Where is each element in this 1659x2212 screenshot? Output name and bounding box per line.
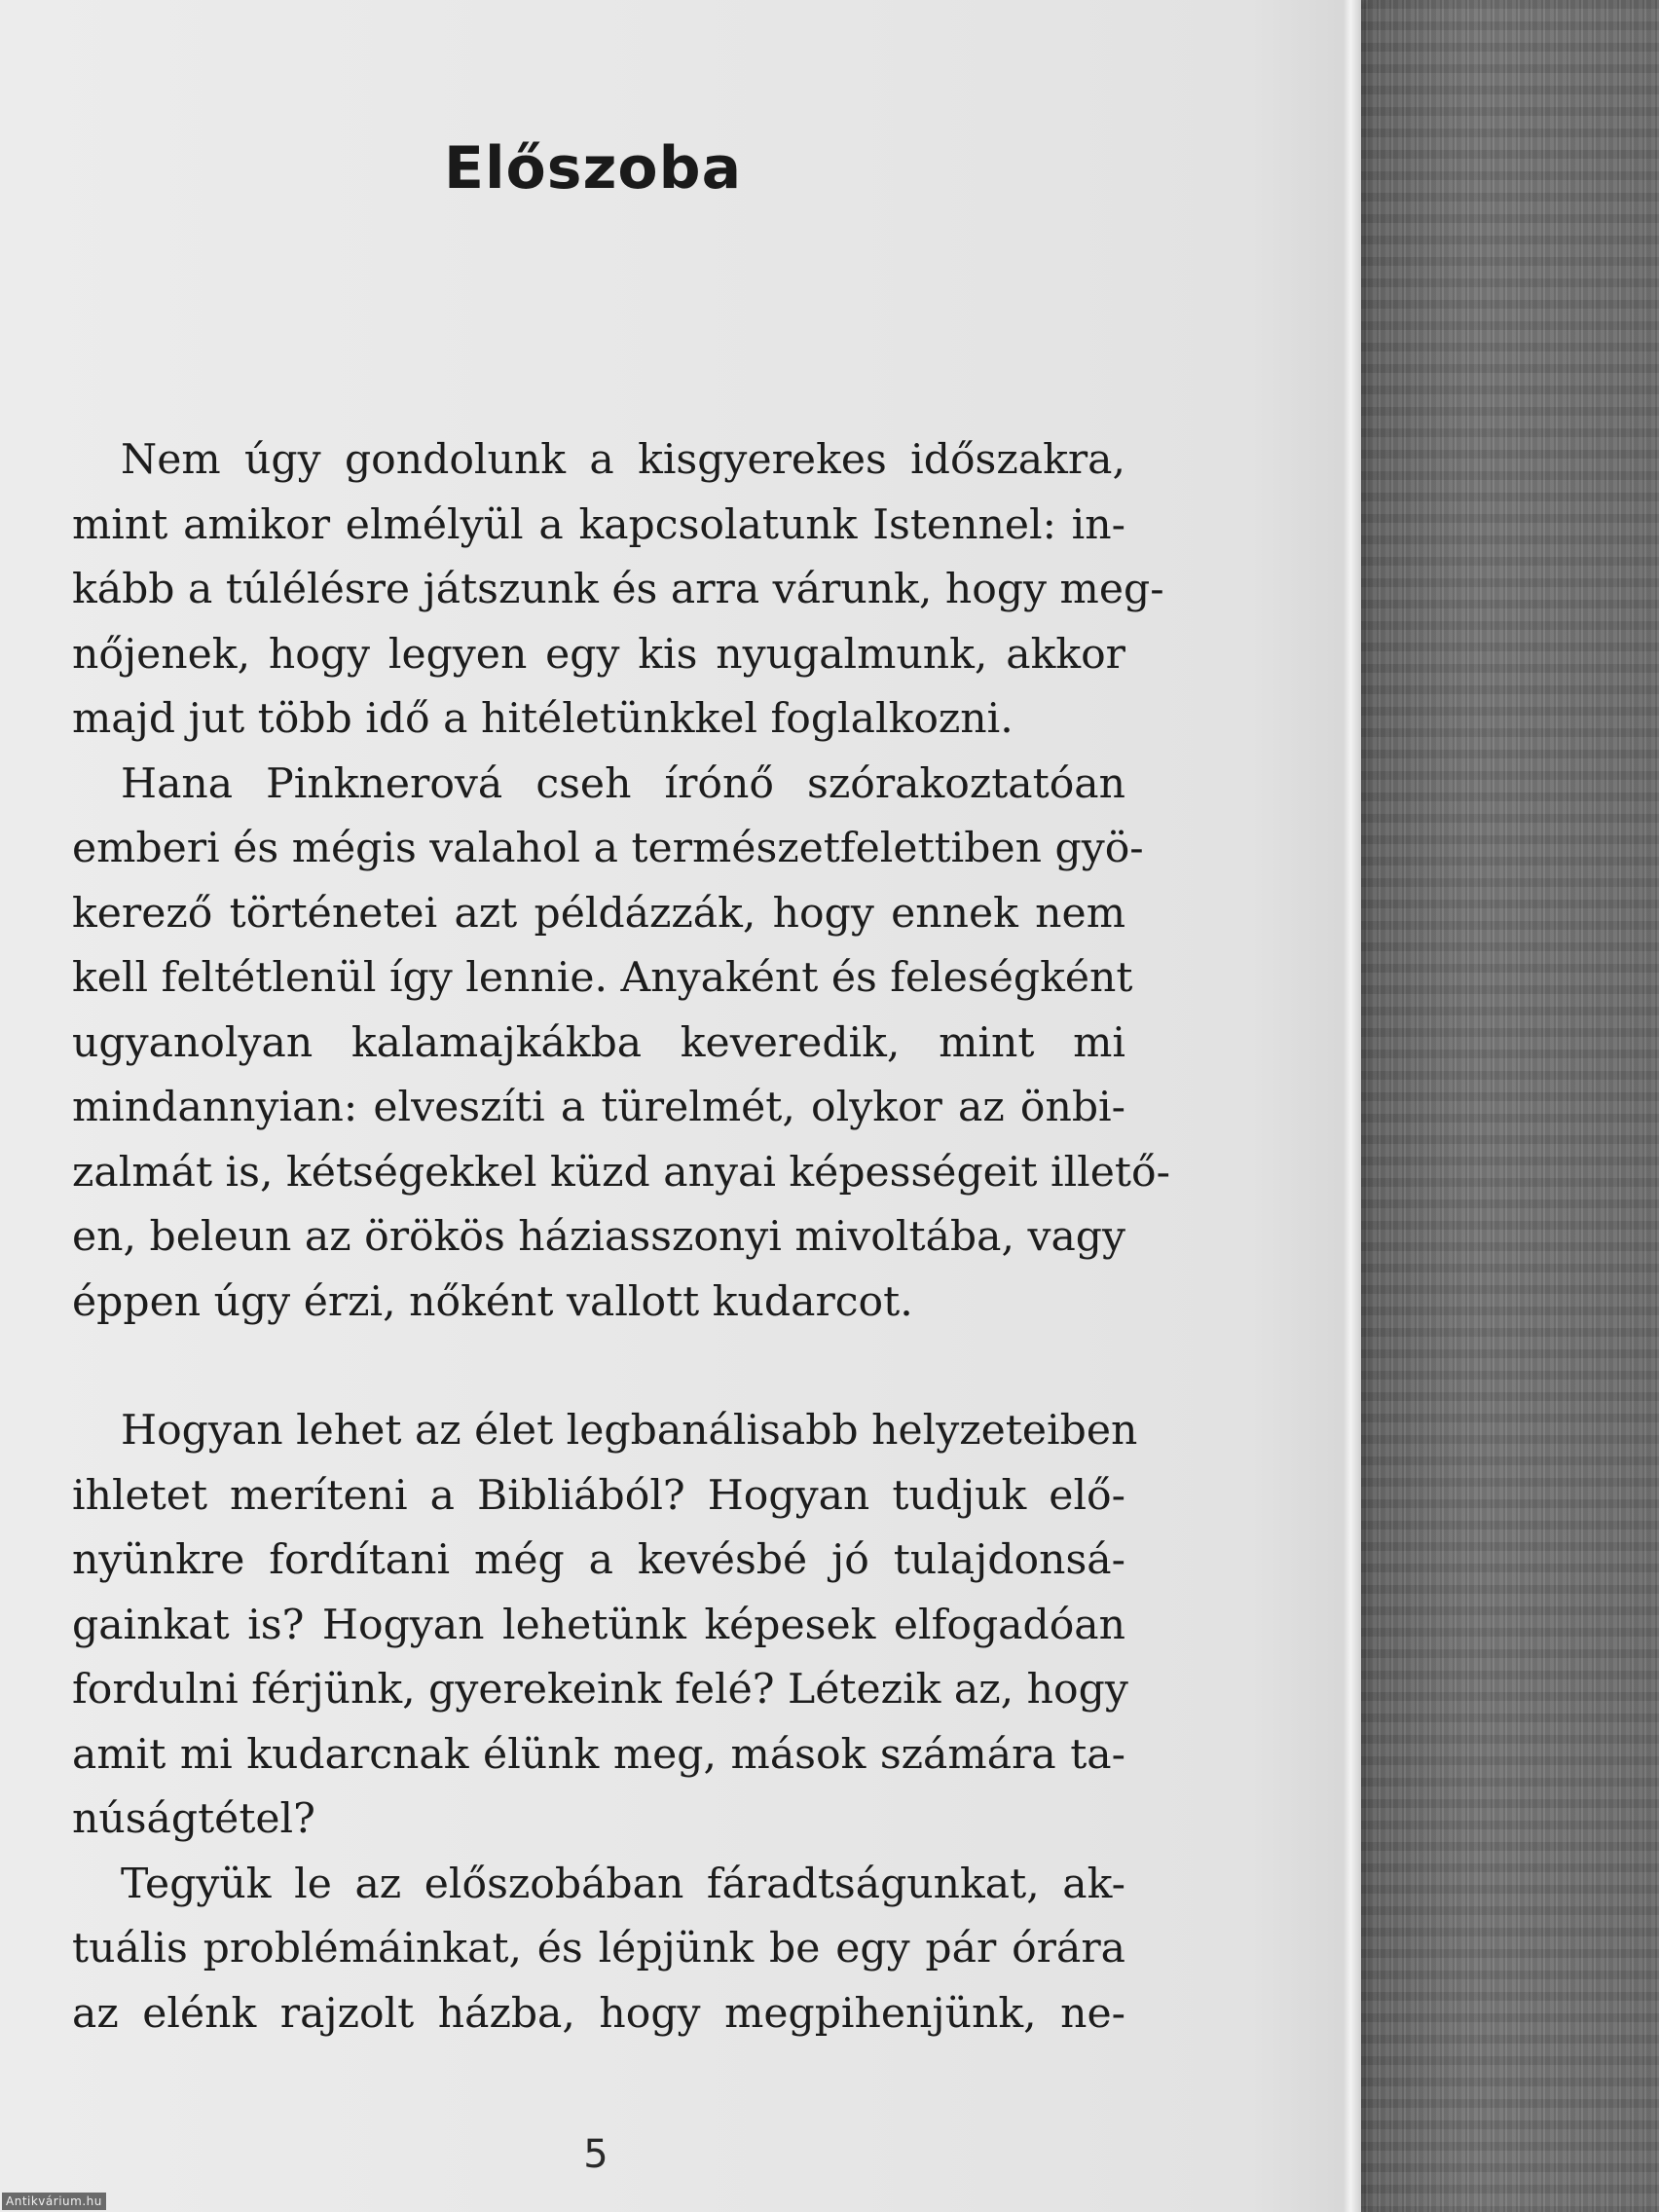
text-line: tuális problémáinkat, és lépjünk be egy pár órára	[72, 1925, 1125, 1972]
body-text	[72, 428, 1170, 2046]
text-line: mint amikor elmélyül a kapcsolatunk Istennel: in-	[72, 500, 1125, 549]
text-line: Hogyan lehet az élet legbanálisabb helyzeteiben	[121, 1407, 1138, 1455]
text-line: mindannyian: elveszíti a türelmét, olykor az önbi-	[72, 1084, 1125, 1131]
text-line: emberi és mégis valahol a természetfelettiben gyö-	[72, 825, 1144, 872]
text-line: az elénk rajzolt házba, hogy megpihenjünk, ne-	[72, 1989, 1125, 2038]
paragraph-1	[72, 428, 1164, 753]
watermark: Antikvárium.hu	[2, 2193, 106, 2210]
section-gap	[72, 1335, 1125, 1399]
wooden-background	[1353, 0, 1659, 2212]
text-line: ugyanolyan kalamajkákba keveredik, mint mi	[72, 1018, 1125, 1067]
paragraph-4	[72, 1853, 1125, 2047]
text-line: kább a túlélésre játszunk és arra várunk, hogy meg-	[72, 566, 1164, 613]
text-line: éppen úgy érzi, nőként vallott kudarcot.	[72, 1277, 913, 1326]
text-line: Tegyük le az előszobában fáradtságunkat, ak-	[121, 1860, 1125, 1908]
paragraph-2	[72, 753, 1170, 1336]
text-line: Nem úgy gondolunk a kisgyerekes időszakra,	[121, 436, 1125, 484]
page-edge	[1344, 0, 1361, 2212]
text-line: núságtétel?	[72, 1795, 315, 1843]
text-line: gainkat is? Hogyan lehetünk képesek elfogadóan	[72, 1601, 1125, 1649]
text-line: Hana Pinknerová cseh írónő szórakoztatóan	[121, 759, 1125, 808]
text-line: ihletet meríteni a Bibliából? Hogyan tudjuk elő-	[72, 1471, 1125, 1520]
text-line: amit mi kudarcnak élünk meg, mások számára ta-	[72, 1730, 1125, 1779]
text-line: nyünkre fordítani még a kevésbé jó tulajdonsá-	[72, 1536, 1125, 1584]
text-line: kell feltétlenül így lennie. Anyaként és feleségként	[72, 954, 1133, 1002]
paragraph-3	[72, 1399, 1138, 1853]
page-number: 5	[583, 2132, 608, 2177]
text-line: majd jut több idő a hitéletünkkel foglalkozni.	[72, 695, 1014, 743]
text-line: nőjenek, hogy legyen egy kis nyugalmunk, akkor	[72, 630, 1125, 679]
text-line: fordulni férjünk, gyerekeink felé? Létezik az, hogy	[72, 1666, 1128, 1714]
text-line: kerező történetei azt példázzák, hogy ennek nem	[72, 889, 1125, 938]
chapter-title: Előszoba	[444, 134, 743, 203]
text-line: zalmát is, kétségekkel küzd anyai képességeit illető-	[72, 1148, 1170, 1197]
text-line: en, beleun az örökös háziasszonyi mivoltába, vagy	[72, 1213, 1126, 1261]
